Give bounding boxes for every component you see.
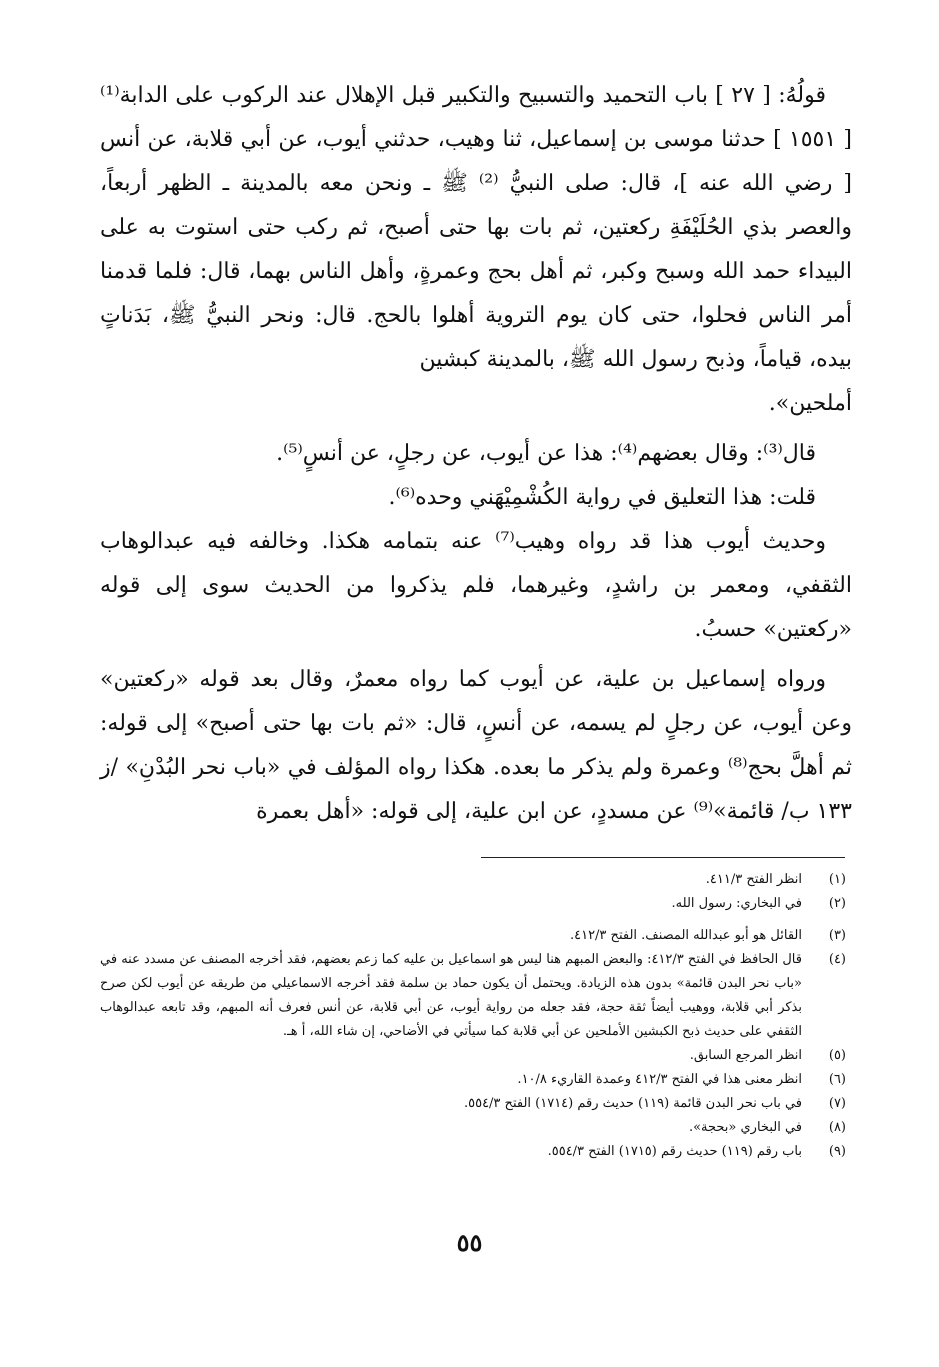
- footnote-text: في البخاري: رسول الله.: [671, 896, 802, 911]
- footnote-text: القائل هو أبو عبدالله المصنف. الفتح ٤١٢/٣.: [569, 928, 802, 943]
- footnote-text: باب رقم (١١٩) حديث رقم (١٧١٥) الفتح ٥٥٤/٣.: [547, 1144, 802, 1159]
- footnote-number: (٥): [828, 1048, 846, 1063]
- footnote-7: [100, 1092, 846, 1116]
- footnote-6: [100, 1068, 846, 1092]
- footnote-divider: [481, 857, 845, 858]
- footnote-number: (٣): [828, 928, 846, 943]
- footnote-number: (٦): [828, 1072, 846, 1087]
- paragraph-3: قلت: هذا التعليق في رواية الكُشْمِيْهَني وحده⁽⁶⁾.: [388, 485, 816, 510]
- main-text: [100, 74, 852, 834]
- footnote-8: [100, 1116, 846, 1140]
- paragraph-1: قولُهُ: [ ٢٧ ] باب التحميد والتسبيح والتكبير قبل الإهلال عند الركوب على الدابة⁽¹⁾ [ ١٥٥١ ] حدثنا موسى بن إسماعيل، ثنا وهيب، حدثني أيوب، عن أبي قلابة، عن أنس [ رضي الله عنه ]، قال: صلى النبيُّ ⁽²⁾ ﷺ ـ ونحن معه بالمدينة ـ الظهر أربعاً، والعصر بذي الحُلَيْفَةِ ركعتين، ثم بات بها حتى أصبح، ثم ركب حتى استوت به على البيداء حمد الله وسبح وكبر، ثم أهل بحج وعمرةٍ، وأهل الناس بهما، قال: فلما قدمنا أمر الناس فحلوا، حتى كان يوم التروية أهلوا بالحج. قال: ونحر النبيُّ ﷺ، بَدَناتٍ بيده، قياماً، وذبح رسول الله ﷺ، بالمدينة كبشين: [100, 83, 853, 372]
- footnote-text: قال الحافظ في الفتح ٤١٢/٣: والبعض المبهم هنا ليس هو اسماعيل بن عليه كما زعم بعضهم، فقد أخرجه المصنف عن مسدد عنه في «باب نحر البدن قائمة» بدون هذه الزيادة. ويحتمل أن يكون حماد بن سلمة فقد أخرجه الاسماعيلي من طريقه عن أيوب لكن صرح بذكر أبي قلابة، ووهيب أيضاً ثقة حجة، فقد جعله من رواية أيوب، عن أبي قلابة، عن أنس فعرف أنه المبهم، وقد تابعه عبدالوهاب الثقفي على حديث ذبح الكبشين الأملحين عن أبي قلابة كما سيأتي في الأضاحي، إن شاء الله، أ هـ.: [100, 952, 802, 1039]
- footnote-text: انظر المرجع السابق.: [689, 1048, 802, 1063]
- footnote-text: في البخاري «بحجة».: [688, 1120, 802, 1135]
- paragraph-1-end: أملحين».: [768, 391, 852, 416]
- page-number: ٥٥: [456, 1228, 483, 1257]
- footnote-text: انظر معنى هذا في الفتح ٤١٢/٣ وعمدة القاريء ١٠/٨.: [517, 1072, 802, 1087]
- footnote-number: (٧): [828, 1096, 846, 1111]
- footnote-4: [100, 948, 846, 1044]
- footnote-number: (١): [828, 872, 846, 887]
- footnote-1: [100, 868, 846, 892]
- footnote-number: (٩): [828, 1144, 846, 1159]
- footnote-2: [100, 892, 846, 916]
- footnote-text: انظر الفتح ٤١١/٣.: [705, 872, 802, 887]
- footnote-number: (٨): [828, 1120, 846, 1135]
- footnote-9: [100, 1140, 846, 1164]
- footnote-number: (٤): [828, 952, 846, 967]
- paragraph-2: قال⁽³⁾: وقال بعضهم⁽⁴⁾: هذا عن أيوب، عن رجلٍ، عن أنسٍ⁽⁵⁾.: [276, 441, 816, 466]
- footnote-5: [100, 1044, 846, 1068]
- paragraph-5: ورواه إسماعيل بن علية، عن أيوب كما رواه معمرٌ، وقال بعد قوله «ركعتين» وعن أيوب، عن رجلٍ لم يسمه، عن أنسٍ، قال: «ثم بات بها حتى أصبح» إلى قوله: ثم أهلَّ بحج⁽⁸⁾ وعمرة ولم يذكر ما بعده. هكذا رواه المؤلف في «باب نحر البُدْنِ» /ز ١٣٣ ب/ قائمة»⁽⁹⁾ عن مسددٍ، عن ابن علية، إلى قوله: «أهل بعمرة: [100, 667, 852, 824]
- paragraph-4: وحديث أيوب هذا قد رواه وهيب⁽⁷⁾ عنه بتمامه هكذا. وخالفه فيه عبدالوهاب الثقفي، ومعمر بن راشدٍ، وغيرهما، فلم يذكروا من الحديث سوى إلى قوله «ركعتين» حسبُ.: [100, 529, 852, 642]
- footnote-3: [100, 924, 846, 948]
- footnote-number: (٢): [828, 896, 846, 911]
- footnotes: [100, 868, 846, 1164]
- footnote-text: في باب نحر البدن قائمة (١١٩) حديث رقم (١٧١٤) الفتح ٥٥٤/٣.: [463, 1096, 802, 1111]
